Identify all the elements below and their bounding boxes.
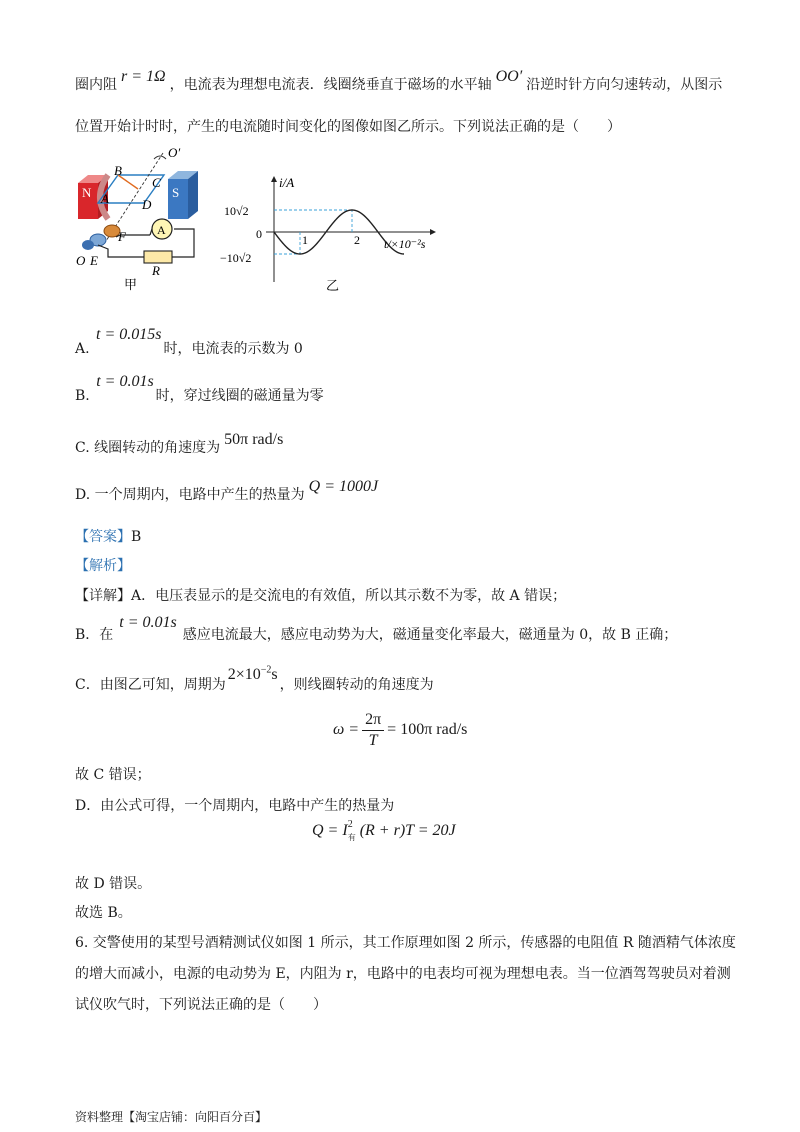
- x-tick-2: 2: [354, 233, 360, 247]
- axes: [266, 176, 436, 282]
- label-a: A: [101, 191, 109, 206]
- detail-b: B．在t = 0.01s感应电流最大，感应电动势为大，磁通量变化率最大，磁通量为 0，故 B 正确；: [75, 614, 678, 643]
- current-time-graph: [218, 172, 440, 296]
- x-axis-label: t/×10⁻²s: [384, 237, 426, 251]
- y-tick-positive: 10√2: [224, 204, 249, 218]
- detail-a: 【详解】A．电压表显示的是交流电的有效值，所以其示数不为零，故 A 错误；: [75, 588, 567, 604]
- answer-line: [75, 526, 141, 546]
- label-o: O: [76, 253, 86, 268]
- label-n: N: [82, 185, 92, 200]
- option-a[interactable]: A. t = 0.015s时，电流表的示数为 0: [75, 326, 303, 357]
- label-f: F: [118, 229, 126, 244]
- y-axis-label: i/A: [279, 175, 295, 190]
- q6-line-2: 的增大而减小，电源的电动势为 E，内阻为 r，电路中的电表均可视为理想电表。当一位酒驾驾驶员对着测: [75, 966, 731, 982]
- label-b: B: [114, 163, 122, 178]
- option-c[interactable]: C. 线圈转动的角速度为 50π rad/s: [75, 431, 284, 456]
- label-d: D: [142, 197, 152, 212]
- q6-line-1: 6. 交警使用的某型号酒精测试仪如图 1 所示，其工作原理如图 2 所示，传感器的电阻值 R 随酒精气体浓度: [75, 935, 736, 951]
- caption-yi: 乙: [326, 278, 340, 293]
- figure-generator: [68, 145, 208, 293]
- label-s: S: [172, 185, 180, 200]
- option-d[interactable]: D. 一个周期内，电路中产生的热量为 Q = 1000J: [75, 478, 379, 503]
- label-o-prime: O′: [168, 145, 181, 160]
- ammeter-label: A: [157, 223, 166, 237]
- option-b[interactable]: B. t = 0.01s时，穿过线圈的磁通量为零: [75, 373, 324, 404]
- detail-d: D．由公式可得，一个周期内，电路中产生的热量为: [75, 798, 395, 814]
- answer-value: B: [131, 529, 142, 545]
- math-r: r = 1Ω: [121, 68, 166, 85]
- footer-text: 资料整理【淘宝店铺：向阳百分百】: [75, 1110, 268, 1124]
- resistor-icon: [144, 251, 172, 263]
- x-tick-1: 1: [302, 233, 308, 247]
- q6-line-3: 试仪吹气时，下列说法正确的是（ ）: [75, 997, 327, 1013]
- analysis-tag: 【解析】: [75, 558, 131, 574]
- intro-line-1: 圈内阻 r = 1Ω ，电流表为理想电流表．线圈绕垂直于磁场的水平轴 OO′ 沿逆时针方向匀速转动，从图示: [75, 68, 723, 93]
- c-conclusion: 故 C 错误；: [75, 767, 151, 783]
- final-answer: 故选 B。: [75, 905, 132, 921]
- math-axis: OO′: [495, 68, 523, 85]
- origin-label: 0: [256, 227, 262, 241]
- equation-heat: Q = I 2 有 (R + r)T = 20J: [312, 819, 456, 843]
- label-c: C: [152, 175, 161, 190]
- d-conclusion: 故 D 错误。: [75, 876, 152, 892]
- intro-line-2: 位置开始计时时，产生的电流随时间变化的图像如图乙所示。下列说法正确的是（ ）: [75, 119, 621, 135]
- y-tick-negative: −10√2: [220, 251, 252, 265]
- label-e: E: [90, 253, 98, 268]
- equation-omega: ω = $\frac{2\pi}{T}$ = 100π rad/s: [333, 711, 468, 749]
- label-r: R: [152, 263, 160, 278]
- detail-c: C．由图乙可知，周期为$2\times 10^{-2}s$，则线圈转动的角速度为: [75, 664, 434, 693]
- answer-tag: 【答案】: [75, 529, 131, 545]
- caption-jia: 甲: [124, 277, 138, 292]
